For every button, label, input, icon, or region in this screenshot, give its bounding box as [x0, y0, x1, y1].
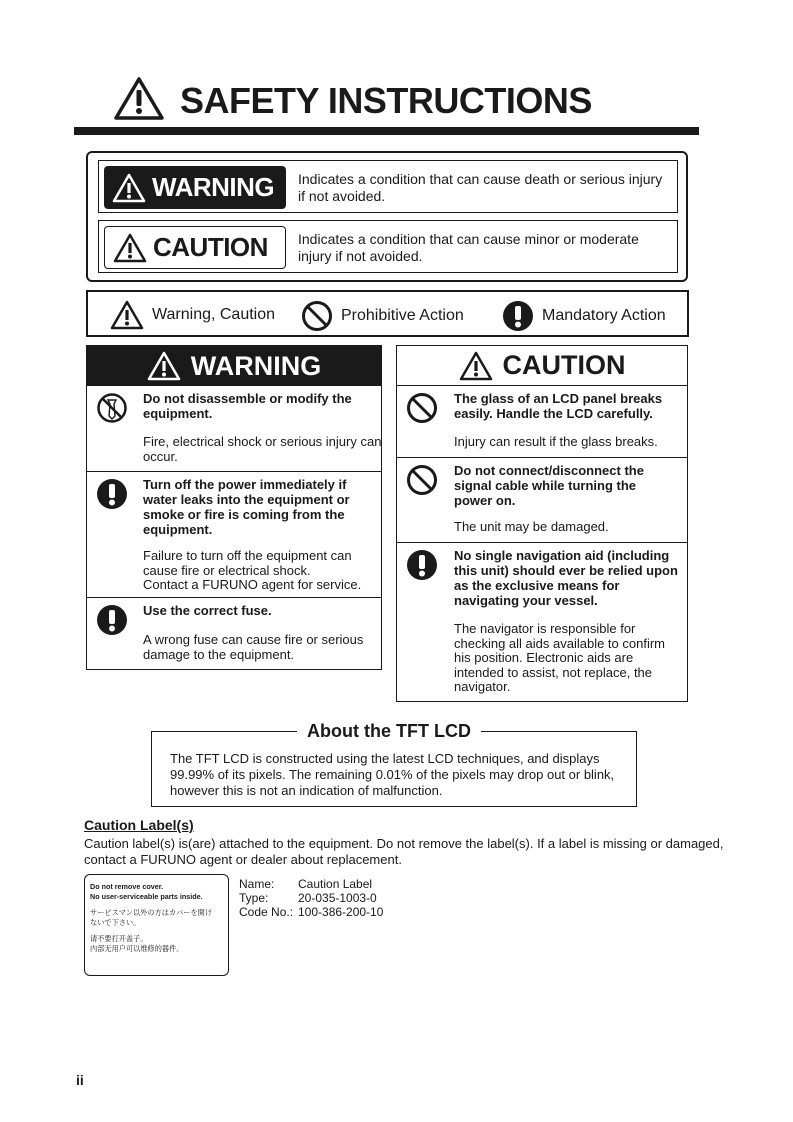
warning-item-text: A wrong fuse can cause fire or serious damage to the equipment. — [143, 632, 364, 662]
warning-triangle-icon — [110, 300, 144, 330]
caution-legend-row — [98, 220, 678, 273]
title-rule — [74, 127, 699, 135]
caution-item-text: The navigator is responsible for checking all aids available to confirm his position. Electronic aids are intended to assist, not replace, the navigator. — [454, 621, 665, 695]
caution-item-text: Injury can result if the glass breaks. — [454, 434, 658, 449]
label-line: Do not remove cover. — [90, 882, 164, 891]
page-title: SAFETY INSTRUCTIONS — [180, 80, 592, 121]
mandatory-icon — [502, 300, 534, 332]
warning-item-text: Failure to turn off the equipment can cause fire or electrical shock. — [143, 548, 352, 578]
caution-item — [397, 543, 687, 701]
warning-description: Indicates a condition that can cause death or serious injury if not avoided. — [298, 171, 663, 204]
label-line: 请不要打开盖子。 — [90, 934, 148, 943]
tft-lcd-text: The TFT LCD is constructed using the latest LCD techniques, and displays 99.99% of its pixels. The remaining 0.01% of the pixels may drop out or blink, however this is not an indication of malfunction. — [170, 751, 615, 798]
icon-legend-mandatory — [502, 300, 666, 332]
caution-panel-title: CAUTION — [502, 350, 626, 380]
label-line: ないで下さい。 — [90, 918, 141, 927]
warning-panel-title: WARNING — [190, 350, 322, 381]
warning-triangle-icon — [112, 173, 146, 203]
warning-panel-header — [87, 346, 381, 386]
caution-triangle-icon — [113, 233, 147, 263]
caution-item-title: No single navigation aid (including this unit) should ever be relied upon as the exclusive means for navigating your vessel. — [454, 548, 678, 608]
caution-triangle-icon — [459, 351, 493, 381]
icon-legend — [86, 290, 689, 337]
label-code-value: 100-386-200-10 — [298, 905, 384, 919]
prohibition-icon — [406, 392, 438, 424]
caution-item — [397, 458, 687, 543]
icon-legend-label: Mandatory Action — [542, 307, 666, 324]
label-line: No user-serviceable parts inside. — [90, 892, 203, 901]
tft-lcd-title: About the TFT LCD — [297, 721, 481, 742]
prohibition-icon — [301, 300, 333, 332]
page-number: ii — [76, 1072, 84, 1088]
title-warning-triangle-icon — [113, 75, 165, 121]
icon-legend-warning — [110, 300, 275, 330]
caution-item-title: Do not connect/disconnect the signal cable while turning the power on. — [454, 463, 644, 508]
caution-item-title: The glass of an LCD panel breaks easily. Handle the LCD carefully. — [454, 391, 663, 421]
warning-badge — [104, 166, 286, 209]
caution-panel — [396, 345, 688, 702]
warning-item-title: Turn off the power immediately if water leaks into the equipment or smoke or fire is coming from the equipment. — [143, 477, 350, 537]
mandatory-icon — [96, 604, 128, 636]
caution-item-text: The unit may be damaged. — [454, 519, 609, 534]
label-code-key: Code No.: — [239, 905, 294, 919]
warning-item-text: Contact a FURUNO agent for service. — [143, 577, 362, 592]
icon-legend-prohibitive — [301, 300, 464, 332]
warning-item — [87, 472, 381, 598]
caution-labels-heading: Caution Label(s) — [84, 817, 194, 833]
warning-item-title: Use the correct fuse. — [143, 603, 272, 618]
icon-legend-label: Prohibitive Action — [341, 307, 464, 324]
label-name-key: Name: — [239, 877, 275, 891]
caution-item — [397, 386, 687, 458]
mandatory-icon — [406, 549, 438, 581]
caution-labels-text: Caution label(s) is(are) attached to the equipment. Do not remove the label(s). If a label is missing or damaged, contact a FURUNO agent or dealer about replacement. — [84, 836, 724, 867]
warning-item-title: Do not disassemble or modify the equipment. — [143, 391, 352, 421]
caution-badge-label: CAUTION — [153, 232, 268, 262]
warning-panel — [86, 345, 382, 670]
caution-badge — [104, 226, 286, 269]
warning-item — [87, 386, 381, 472]
warning-badge-label: WARNING — [152, 172, 275, 202]
icon-legend-label: Warning, Caution — [152, 306, 276, 323]
label-type-value: 20-035-1003-0 — [298, 891, 377, 905]
mandatory-icon — [96, 478, 128, 510]
warning-triangle-icon — [147, 351, 181, 381]
warning-legend-row — [98, 160, 678, 213]
caution-description: Indicates a condition that can cause minor or moderate injury if not avoided. — [298, 231, 639, 264]
no-disassembly-icon — [96, 392, 128, 424]
caution-panel-header — [397, 346, 687, 386]
signal-word-legend — [86, 151, 688, 282]
label-name-value: Caution Label — [298, 877, 373, 891]
label-line: 内部无用户可以维修的器件。 — [90, 944, 184, 953]
warning-item-text: Fire, electrical shock or serious injury can occur. — [143, 434, 382, 464]
prohibition-icon — [406, 464, 438, 496]
label-type-key: Type: — [239, 891, 269, 905]
label-line: サービスマン以外の方はカバーを開け — [90, 908, 213, 917]
warning-item — [87, 598, 381, 669]
caution-label-sample — [84, 874, 229, 976]
